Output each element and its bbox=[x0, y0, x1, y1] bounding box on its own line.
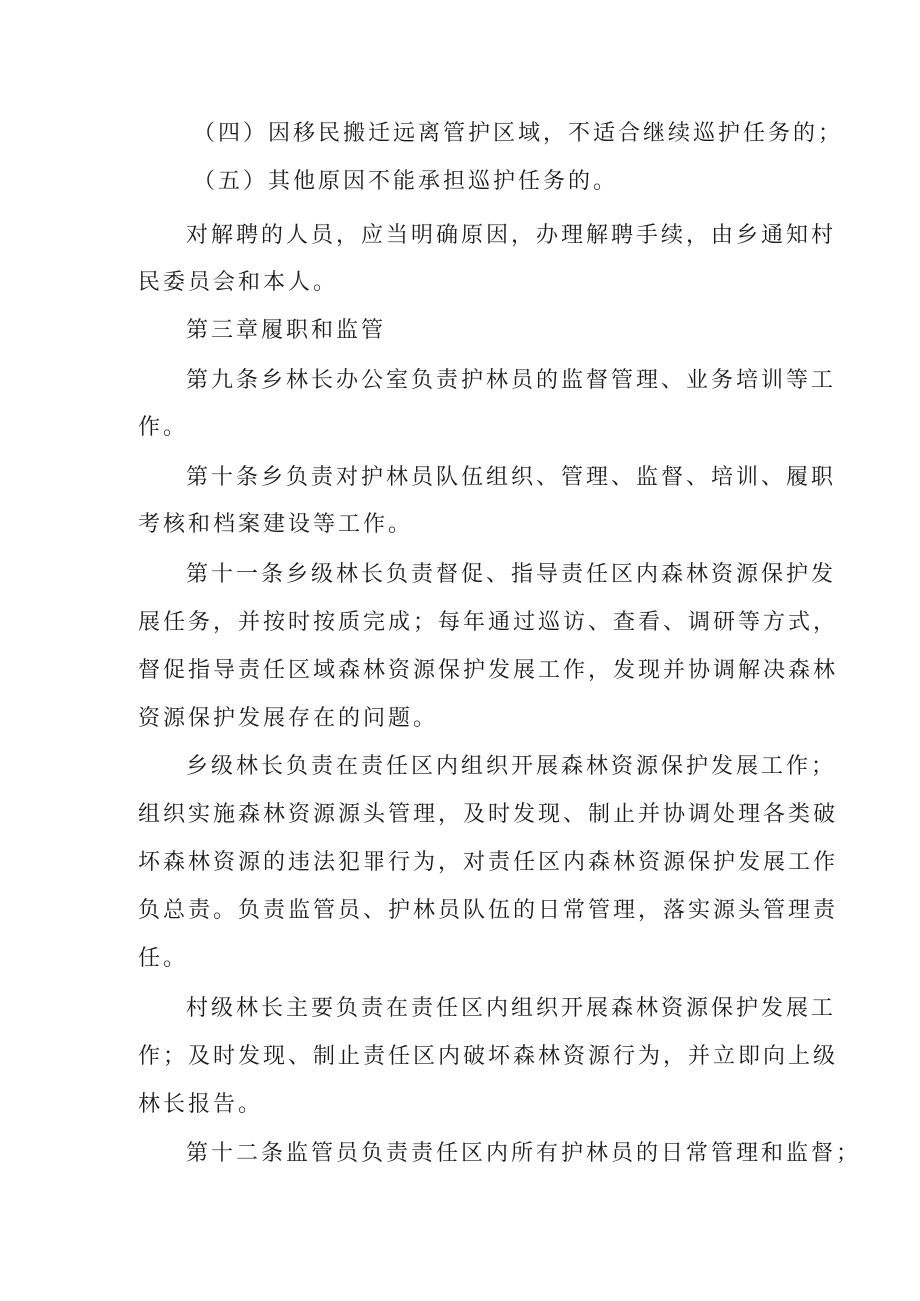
text-line-article-10-1: 第十条乡负责对护林员队伍组织、管理、监督、培训、履职 bbox=[186, 465, 837, 490]
text-line-article-11-2: 展任务，并按时按质完成；每年通过巡访、查看、调研等方式， bbox=[138, 610, 839, 635]
text-line-article-11-3: 督促指导责任区域森林资源保护发展工作，发现并协调解决森林 bbox=[138, 658, 839, 683]
text-line-village-chief-3: 林长报告。 bbox=[138, 1092, 264, 1117]
text-line-township-chief-3: 坏森林资源的违法犯罪行为，对责任区内森林资源保护发展工作 bbox=[138, 850, 839, 875]
text-line-article-9-1: 第九条乡林长办公室负责护林员的监督管理、业务培训等工 bbox=[186, 368, 837, 393]
text-line-article-10-2: 考核和档案建设等工作。 bbox=[138, 512, 414, 537]
text-line-article-12-1: 第十二条监管员负责责任区内所有护林员的日常管理和监督； bbox=[186, 1141, 862, 1166]
text-line-dismissal-1: 对解聘的人员，应当明确原因，办理解聘手续，由乡通知村 bbox=[186, 223, 837, 248]
text-line-village-chief-1: 村级林长主要负责在责任区内组织开展森林资源保护发展工 bbox=[186, 996, 837, 1021]
text-line-township-chief-1: 乡级林长负责在责任区内组织开展森林资源保护发展工作； bbox=[186, 754, 837, 779]
text-line-article-9-2: 作。 bbox=[138, 415, 189, 440]
text-line-article-11-4: 资源保护发展存在的问题。 bbox=[138, 706, 439, 731]
text-line-item-5: （五）其他原因不能承担巡护任务的。 bbox=[193, 169, 619, 194]
chapter-heading: 第三章履职和监管 bbox=[186, 318, 387, 343]
text-line-dismissal-2: 民委员会和本人。 bbox=[138, 270, 339, 295]
text-line-item-4: （四）因移民搬迁远离管护区域，不适合继续巡护任务的； bbox=[193, 121, 844, 146]
text-line-township-chief-2: 组织实施森林资源源头管理，及时发现、制止并协调处理各类破 bbox=[138, 802, 839, 827]
text-line-village-chief-2: 作；及时发现、制止责任区内破坏森林资源行为，并立即向上级 bbox=[138, 1044, 839, 1069]
text-line-township-chief-4: 负总责。负责监管员、护林员队伍的日常管理，落实源头管理责 bbox=[138, 898, 839, 923]
text-line-article-11-1: 第十一条乡级林长负责督促、指导责任区内森林资源保护发 bbox=[186, 562, 837, 587]
text-line-township-chief-5: 任。 bbox=[138, 946, 189, 971]
